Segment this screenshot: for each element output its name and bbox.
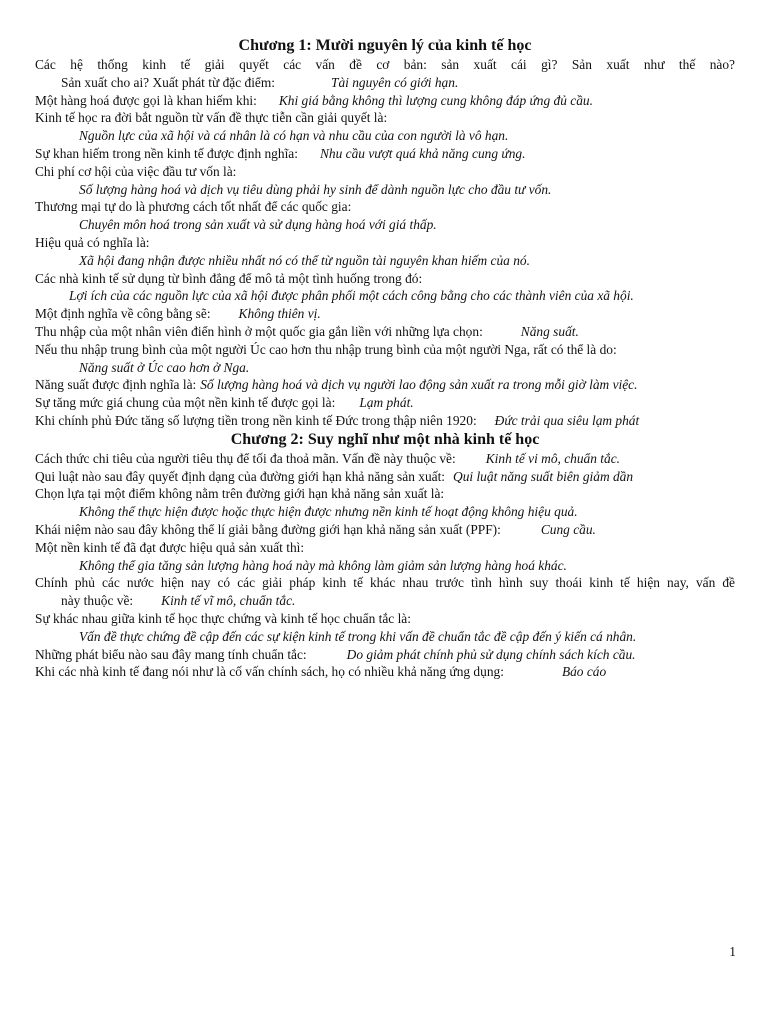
question-3: Kinh tế học ra đời bắt nguồn từ vấn đề thực tiễn cần giải quyết là:: [35, 110, 388, 126]
question-1-line-b: Sản xuất cho ai? Xuất phát từ đặc điểm: Tài nguyên có giới hạn.: [61, 74, 459, 90]
answer-3: Nguồn lực của xã hội và cá nhân là có hạn và nhu cầu của con người là vô hạn.: [79, 128, 509, 144]
question-1-line-a: Các hệ thống kinh tế giải quyết các vấn đề cơ bản: sản xuất cái gì? Sản xuất như thế nào?: [35, 57, 735, 72]
chapter1-title: Chương 1: Mười nguyên lý của kinh tế học: [238, 37, 532, 54]
answer-13: Lạm phát.: [359, 395, 414, 411]
answer-4: Nhu cầu vượt quá khả năng cung ứng.: [319, 145, 526, 161]
question-5: Chi phí cơ hội của việc đầu tư vốn là:: [35, 163, 237, 179]
answer-16: Qui luật năng suất biên giảm dần: [453, 468, 634, 484]
answer-18: Cung cầu.: [540, 521, 596, 537]
question-7: Hiệu quả có nghĩa là:: [35, 234, 150, 250]
question-12: Năng suất được định nghĩa là: Số lượng hàng hoá và dịch vụ người lao động sản xuất ra trong mỗi giờ làm việc.: [35, 377, 638, 393]
answer-23: Báo cáo: [561, 664, 607, 680]
question-17: Chọn lựa tại một điểm không nằm trên đường giới hạn khả năng sản xuất là:: [35, 486, 445, 502]
answer-6: Chuyên môn hoá trong sản xuất và sử dụng hàng hoá với giá thấp.: [79, 217, 437, 233]
question-16: Qui luật nào sau đây quyết định dạng của đường giới hạn khả năng sản xuất: Qui luật năng suất biên giảm dần: [35, 468, 634, 484]
answer-9: Không thiên vị.: [238, 306, 321, 322]
answer-19: Không thể gia tăng sản lượng hàng hoá này mà không làm giảm sản lượng hàng hoá khác.: [79, 557, 567, 573]
answer-11: Năng suất ở Úc cao hơn ở Nga.: [79, 359, 250, 375]
question-22: Những phát biểu nào sau đây mang tính chuẩn tắc: Do giảm phát chính phủ sử dụng chính sách kích cầu.: [35, 646, 636, 662]
answer-14: Đức trải qua siêu lạm phát: [494, 412, 640, 428]
chapter2-title: Chương 2: Suy nghĩ như một nhà kinh tế học: [230, 430, 540, 448]
question-2: Một hàng hoá được gọi là khan hiếm khi: Khi giá bằng không thì lượng cung không đáp ứng đủ cầu.: [35, 92, 593, 108]
answer-8: Lợi ích của các nguồn lực của xã hội được phân phối một cách công bằng cho các thành viên của xã hội.: [69, 288, 634, 304]
document-page: [35, 36, 735, 681]
question-15: Cách thức chi tiêu của người tiêu thụ để tối đa thoả mãn. Vấn đề này thuộc về: Kinh tế vi mô, chuẩn tắc.: [35, 450, 620, 466]
question-10: Thu nhập của một nhân viên điển hình ở một quốc gia gắn liền với những lựa chọn: Năng suất.: [35, 323, 579, 339]
answer-12: Số lượng hàng hoá và dịch vụ người lao động sản xuất ra trong mỗi giờ làm việc.: [200, 377, 638, 393]
answer-15: Kinh tế vi mô, chuẩn tắc.: [485, 450, 620, 466]
question-11: Nếu thu nhập trung bình của một người Úc cao hơn thu nhập trung bình của một người Nga, rất có thể là do:: [35, 341, 617, 357]
question-23: Khi các nhà kinh tế đang nói như là cố vấn chính sách, họ có nhiều khả năng ứng dụng: Báo cáo: [35, 664, 607, 680]
question-6: Thương mại tự do là phương cách tốt nhất để các quốc gia:: [35, 199, 352, 215]
question-20-line-a: Chính phủ các nước hiện nay có các giải pháp kinh tế khác nhau trước tình hình suy thoái kinh tế hiện nay, vấn đề: [35, 575, 735, 591]
question-21: Sự khác nhau giữa kinh tế học thực chứng và kinh tế học chuẩn tắc là:: [35, 610, 411, 626]
question-18: Khái niệm nào sau đây không thể lí giải bằng đường giới hạn khả năng sản xuất (PPF): Cung cầu.: [35, 521, 596, 537]
answer-10: Năng suất.: [520, 323, 579, 339]
question-4: Sự khan hiếm trong nền kinh tế được định nghĩa: Nhu cầu vượt quá khả năng cung ứng.: [35, 145, 526, 161]
answer-1: Tài nguyên có giới hạn.: [331, 74, 459, 90]
question-20-line-b: này thuộc về: Kinh tế vĩ mô, chuẩn tắc.: [61, 593, 296, 609]
question-19: Một nền kinh tế đã đạt được hiệu quả sản xuất thì:: [35, 539, 305, 555]
answer-21: Vấn đề thực chứng đề cập đến các sự kiện kinh tế trong khi vấn đề chuẩn tắc đề cập đến ý kiến cá nhân.: [79, 628, 637, 644]
answer-22: Do giảm phát chính phủ sử dụng chính sách kích cầu.: [346, 646, 636, 662]
answer-20: Kinh tế vĩ mô, chuẩn tắc.: [161, 593, 296, 609]
question-9: Một định nghĩa về công bằng sẽ: Không thiên vị.: [35, 306, 321, 322]
answer-2: Khi giá bằng không thì lượng cung không đáp ứng đủ cầu.: [278, 92, 593, 108]
question-13: Sự tăng mức giá chung của một nền kinh tế được gọi là: Lạm phát.: [35, 395, 414, 411]
question-14: Khi chính phủ Đức tăng số lượng tiền trong nền kinh tế Đức trong thập niên 1920: Đức trải qua siêu lạm phát: [35, 412, 640, 428]
answer-7: Xã hội đang nhận được nhiều nhất nó có thể từ nguồn tài nguyên khan hiếm của nó.: [79, 252, 530, 268]
answer-17: Không thể thực hiện được hoặc thực hiện được nhưng nền kinh tế hoạt động không hiệu quả.: [79, 504, 578, 520]
question-8: Các nhà kinh tế sử dụng từ bình đẳng để mô tả một tình huống trong đó:: [35, 270, 423, 286]
answer-5: Số lượng hàng hoá và dịch vụ tiêu dùng phải hy sinh để dành nguồn lực cho đầu tư vốn.: [79, 181, 552, 197]
page-number: 1: [729, 944, 736, 959]
